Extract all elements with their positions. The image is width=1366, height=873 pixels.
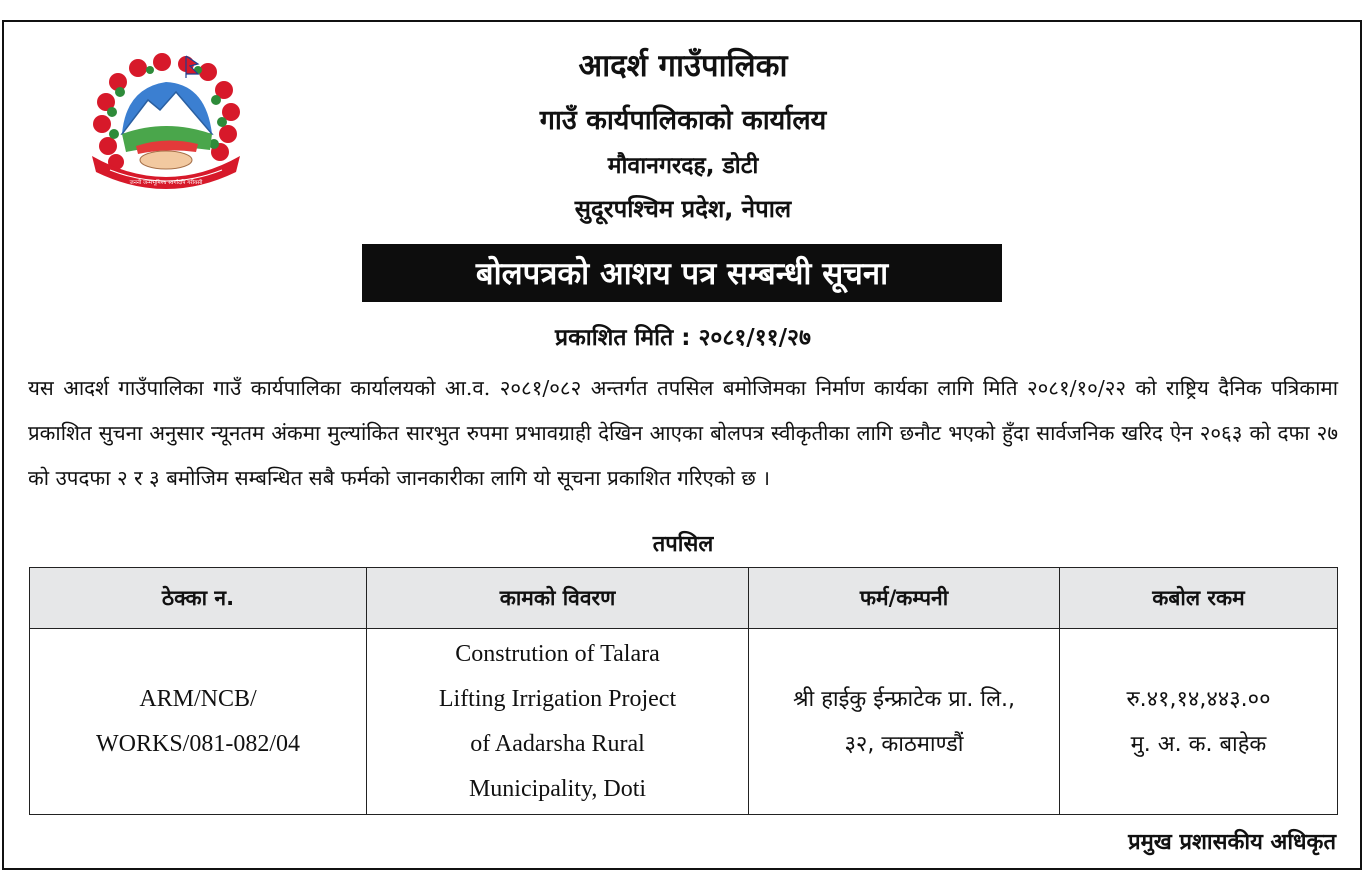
description-line: of Aadarsha Rural: [470, 730, 645, 757]
amount-line: मु. अ. क. बाहेक: [1130, 731, 1267, 757]
description-line: Constrution of Talara: [455, 640, 660, 667]
schedule-table: [29, 567, 1338, 815]
cell-description: [367, 629, 749, 815]
firm-line: श्री हाईकु ईन्फ्राटेक प्रा. लि.,: [792, 686, 1016, 712]
published-date: २०८१/११/२७: [698, 325, 811, 351]
published-date-line: [0, 320, 1366, 352]
location: मौवानगरदह, डोटी: [607, 153, 759, 179]
header-amount: कबोल रकम: [1060, 568, 1338, 629]
header-firm: फर्म/कम्पनी: [749, 568, 1060, 629]
notice-title: बोलपत्रको आशय पत्र सम्बन्धी सूचना: [475, 256, 889, 292]
description-line: Lifting Irrigation Project: [438, 685, 677, 712]
published-label: प्रकाशित मिति :: [555, 325, 691, 351]
amount-line: रु.४१,१४,४४३.००: [1126, 686, 1271, 712]
notice-title-banner: [362, 244, 1002, 302]
office-name: गाउँ कार्यपालिकाको कार्यालय: [539, 105, 827, 136]
emblem-motto: जननी जन्मभूमिश्च स्वर्गादपि गरीयसी: [129, 180, 203, 186]
cell-firm: [749, 629, 1060, 815]
notice-body: यस आदर्श गाउँपालिका गाउँ कार्यपालिका कार्यालयको आ.व. २०८१/०८२ अन्तर्गत तपसिल बमोजिमका निर्माण कार्यका लागि मिति २०८१/१०/२२ को राष्ट्रिय दैनिक पत्रिकामा प्रकाशित सुचना अनुसार न्यूनतम अंकमा मुल्यांकित सारभुत रुपमा प्रभावग्राही देखिन आएका बोलपत्र स्वीकृतीका लागि छनौट भएको हुँदा सार्वजनिक खरिद ऐन २०६३ को दफा २७ को उपदफा २ र ३ बमोजिम सम्बन्धित सबै फर्मको जानकारीका लागि यो सूचना प्रकाशित गरिएको छ ।: [28, 376, 1338, 490]
schedule-heading: तपसिल: [652, 532, 714, 557]
table-header-row: [30, 568, 1338, 629]
cell-contract-no: [30, 629, 367, 815]
table-row: [30, 629, 1338, 815]
description-line: Municipality, Doti: [468, 775, 647, 802]
firm-line: ३२, काठमाण्डौं: [844, 731, 964, 757]
municipality-name: आदर्श गाउँपालिका: [578, 48, 788, 84]
signatory-title: प्रमुख प्रशासकीय अधिकृत: [1128, 830, 1336, 855]
contract-no-line: WORKS/081-082/04: [96, 730, 300, 757]
contract-no-line: ARM/NCB/: [139, 685, 257, 712]
header-contract-no: ठेक्का न.: [30, 568, 367, 629]
header-description: कामको विवरण: [367, 568, 749, 629]
province: सुदूरपश्चिम प्रदेश, नेपाल: [574, 195, 792, 223]
cell-amount: [1060, 629, 1338, 815]
